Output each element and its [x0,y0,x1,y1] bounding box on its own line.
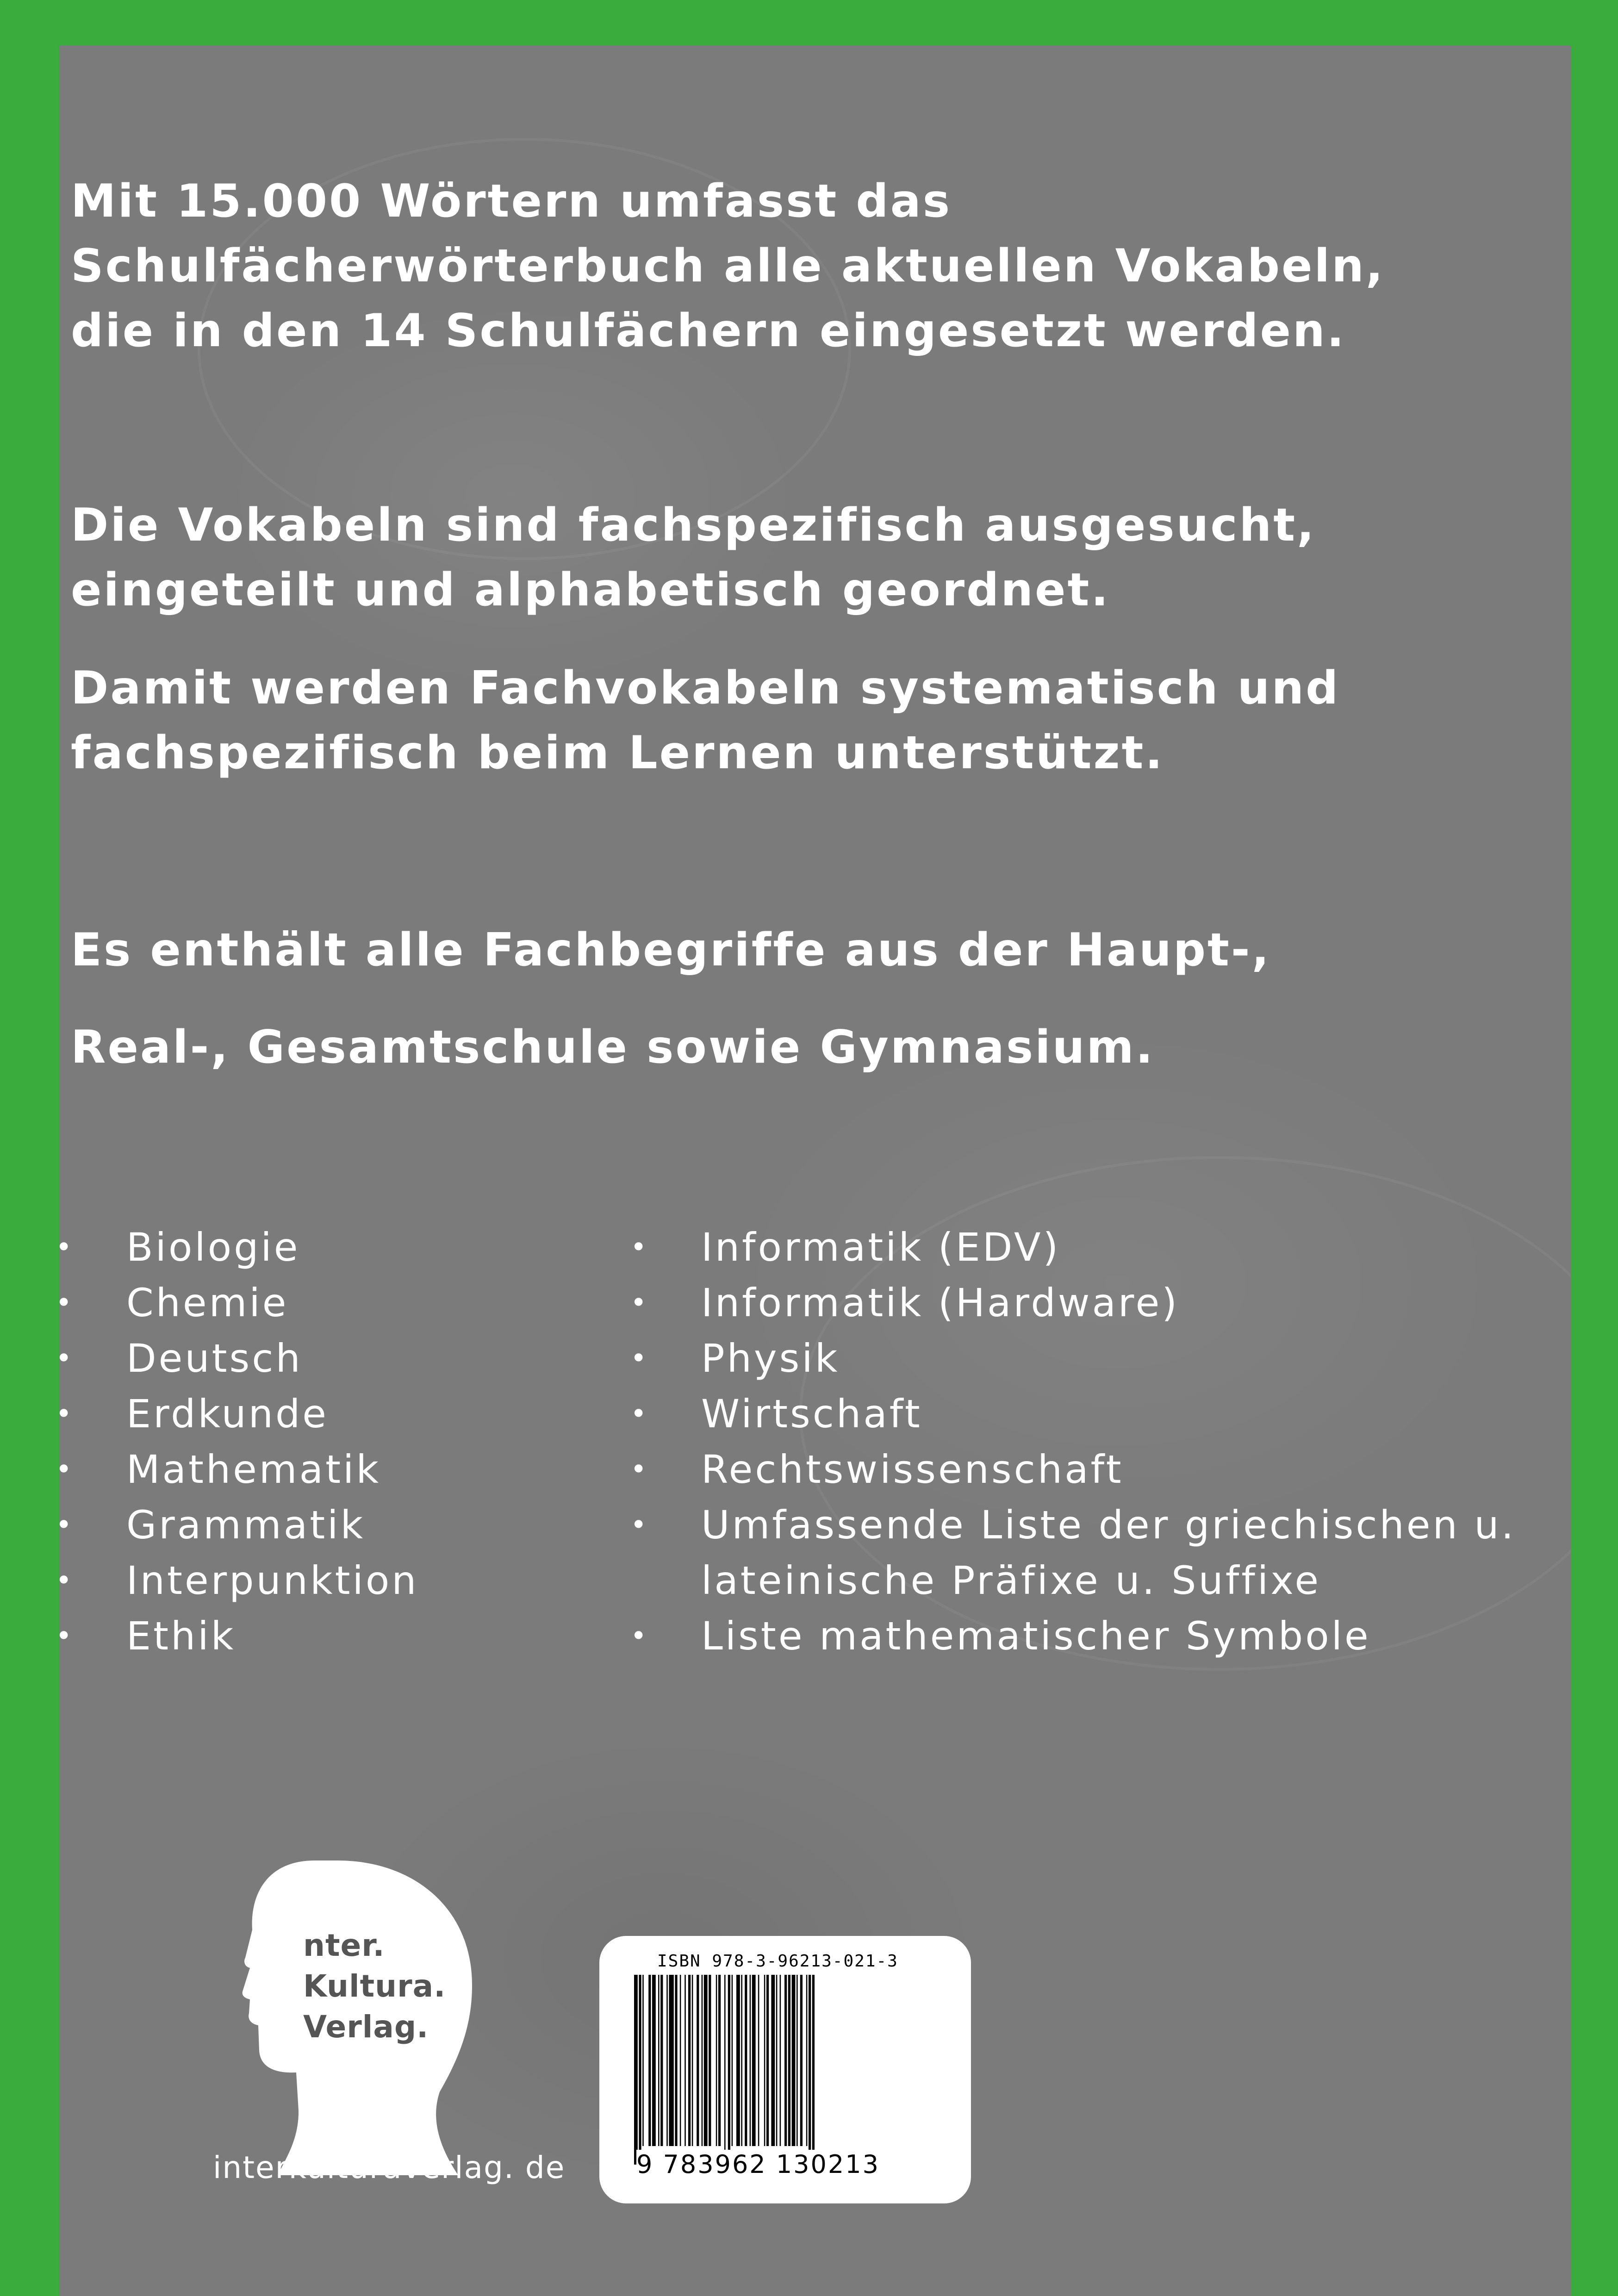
barcode-bar [741,1975,742,2146]
barcode-bar [692,1975,693,2146]
subject-item: • Chemie [56,1275,419,1331]
barcode-icon [634,1975,893,2165]
subject-item: • Liste mathematischer Symbole [630,1608,1516,1664]
barcode-bar [718,1975,721,2146]
barcode-bar [634,1975,638,2165]
barcode-bar [728,1975,730,2165]
subject-item: • Rechtswissenschaft [630,1442,1516,1497]
blurb-paragraph-4-line-1: Es enthält alle Fachbegriffe aus der Haupt-, [71,924,1271,977]
barcode-bar [812,1975,815,2165]
bullet-icon: • [630,1453,649,1486]
barcode-bar [800,1975,803,2146]
barcode-bar [724,1975,726,2165]
barcode-bar [788,1975,790,2146]
barcode-bar [732,1975,733,2146]
subject-item: • Interpunktion [56,1553,419,1608]
ean-number: 9 783962 130213 [636,2150,880,2179]
barcode-bar [658,1975,660,2146]
barcode-bar [709,1975,711,2146]
barcode-bar [736,1975,740,2146]
barcode-bar [752,1975,756,2146]
barcode-bar [648,1975,651,2146]
bullet-icon: • [630,1231,649,1263]
barcode-bar [758,1975,759,2146]
subject-list-left [56,1220,419,1664]
barcode-bar [764,1975,765,2146]
subject-item-continuation: lateinische Präfixe u. Suffixe [701,1558,1321,1603]
logo-text-line-2: Kultura. [303,1968,446,2004]
barcode-bar [792,1975,796,2146]
publisher-url: interkulturaverlag. de [213,2150,566,2185]
bullet-icon: • [56,1509,75,1541]
bullet-icon: • [56,1287,75,1319]
subject-item: • Grammatik [56,1497,419,1553]
bullet-icon: • [630,1287,649,1319]
bullet-icon: • [630,1398,649,1430]
subject-item: • Umfassende Liste der griechischen u. [630,1497,1516,1553]
bullet-icon: • [56,1342,75,1375]
barcode-bar [771,1975,775,2146]
bullet-icon: • [56,1564,75,1597]
logo-text-line-1: nter. [303,1928,385,1963]
barcode-bar [809,1975,811,2165]
bullet-icon: • [630,1509,649,1541]
subject-item: • Biologie [56,1220,419,1275]
blurb-paragraph-3: Damit werden Fachvokabeln systematisch und fachspezifisch beim Lernen unterstützt. [71,662,1340,779]
barcode-bar [750,1975,751,2146]
barcode-bar [639,1975,641,2165]
barcode-bar [652,1975,656,2146]
subject-item: • Mathematik [56,1442,419,1497]
barcode-bar [666,1975,668,2146]
barcode-bar [716,1975,717,2146]
subject-list-right [630,1220,1516,1664]
blurb-paragraph-2: Die Vokabeln sind fachspezifisch ausgesucht, eingeteilt und alphabetisch geordnet. [71,499,1316,616]
barcode-bar [784,1975,787,2146]
subject-item: • Ethik [56,1608,419,1664]
subject-item: • Physik [630,1331,1516,1386]
barcode-bar [660,1975,663,2146]
bullet-icon: • [56,1453,75,1486]
barcode-bar [766,1975,769,2146]
bullet-icon: • [56,1398,75,1430]
subject-item: • Informatik (Hardware) [630,1275,1516,1331]
barcode-bar [797,1975,798,2146]
bullet-icon: • [630,1620,649,1652]
barcode-bar [745,1975,747,2146]
subject-item: • Informatik (EDV) [630,1220,1516,1275]
subject-item: • Deutsch [56,1331,419,1386]
bullet-icon: • [56,1620,75,1652]
barcode-bar [697,1975,699,2146]
barcode-bar [642,1975,644,2146]
barcode-bar [704,1975,708,2146]
subject-item: • Erdkunde [56,1386,419,1442]
blurb-paragraph-1: Mit 15.000 Wörtern umfasst das Schulfächerwörterbuch alle aktuellen Vokabeln, die in den 14 Schulfächern eingesetzt werden. [71,175,1385,357]
barcode-panel [599,1936,971,2203]
barcode-bar [702,1975,703,2146]
barcode-bar [680,1975,681,2146]
barcode-bar [675,1975,677,2146]
barcode-bar [685,1975,686,2146]
barcode-bar [688,1975,691,2146]
bullet-icon: • [630,1342,649,1375]
isbn-label: ISBN 978-3-96213-021-3 [657,1952,898,1971]
logo-text-line-3: Verlag. [303,2009,429,2045]
subject-item: • Wirtschaft [630,1386,1516,1442]
bullet-icon: • [56,1231,75,1263]
barcode-bar [669,1975,673,2146]
barcode-bar [780,1975,781,2146]
barcode-bar [806,1975,808,2146]
blurb-paragraph-4-line-2: Real-, Gesamtschule sowie Gymnasium. [71,1021,1155,1074]
barcode-bar [776,1975,778,2146]
